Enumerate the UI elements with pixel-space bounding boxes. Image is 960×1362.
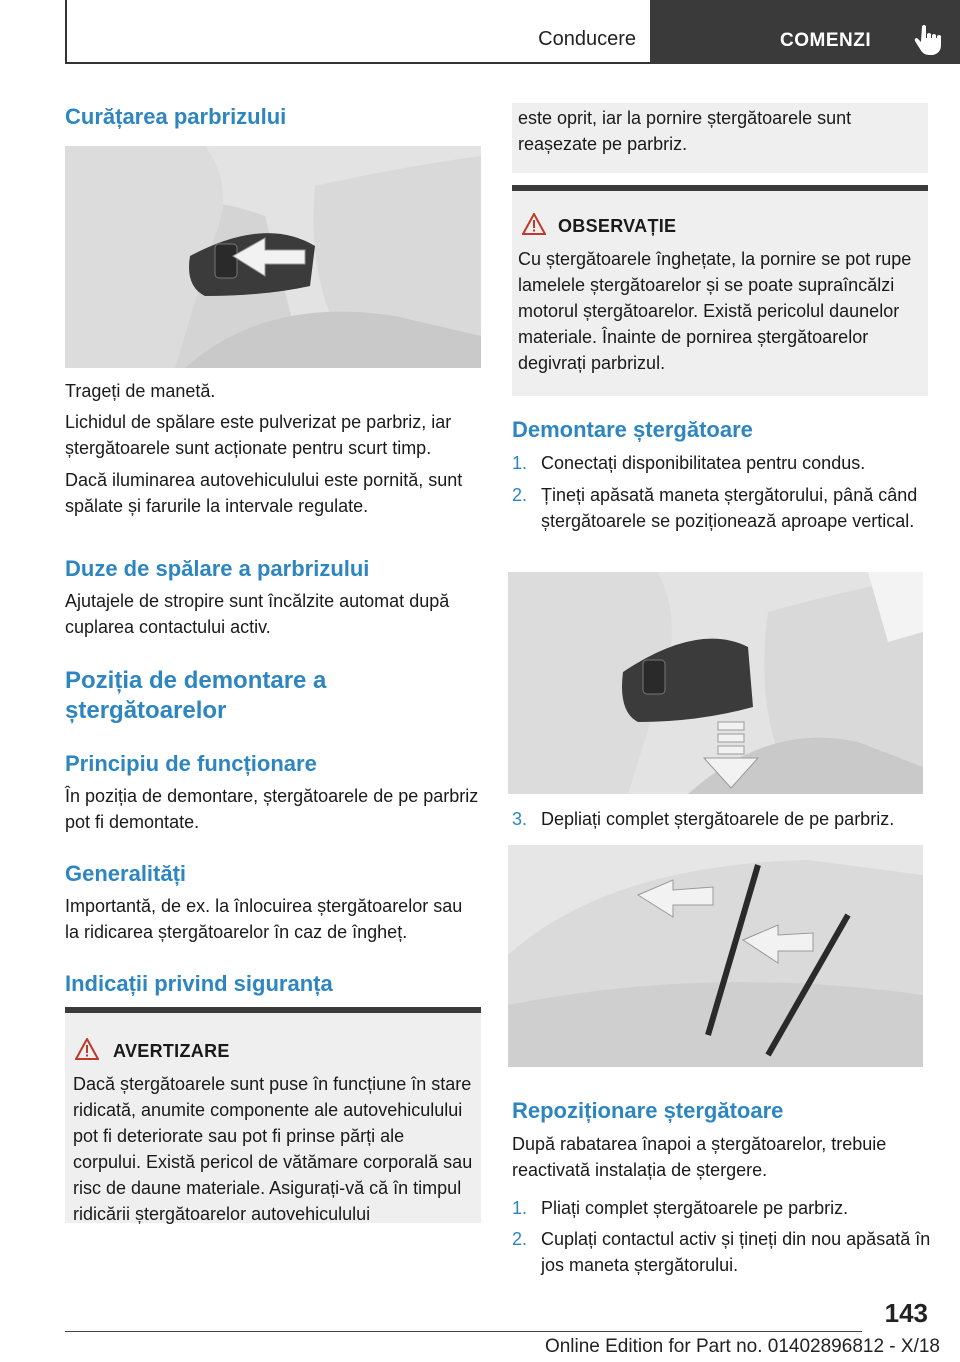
step-number: 1. — [512, 453, 528, 473]
list-item — [512, 806, 928, 832]
list-item — [512, 1226, 931, 1278]
list-item — [512, 1195, 928, 1221]
text-continuation: este oprit, iar la pornire ștergătoarele sunt reașezate pe parbriz. — [518, 108, 852, 154]
step-text: Cuplați contactul activ și țineți din nou apăsată în jos maneta ștergătorului. — [541, 1229, 931, 1275]
heading-pozitia-line2: ștergătoarelor — [65, 697, 227, 724]
heading-generalitati: Generalități — [65, 861, 187, 886]
text-daca-iluminarea: Dacă iluminarea autovehiculului este pornită, sunt spălate și farurile la intervale regulate. — [65, 470, 463, 516]
hand-pointer-icon — [912, 24, 942, 56]
text-dupa-rabatarea: După rabatarea înapoi a ștergătoarelor, trebuie reactivată instalația de ștergere. — [512, 1134, 887, 1180]
wiper-lever-press-illustration — [508, 572, 923, 794]
step-text: Conectați disponibilitatea pentru condus. — [541, 453, 866, 473]
wipers-unfolded-illustration — [508, 845, 923, 1067]
figure-wiper-lever-press — [508, 572, 923, 794]
step-number: 2. — [512, 485, 528, 505]
chapter-tab[interactable] — [650, 0, 960, 64]
heading-demontare: Demontare ștergătoare — [512, 417, 753, 442]
warning-triangle-icon — [522, 213, 546, 235]
heading-repozitionare: Repoziționare ștergătoare — [512, 1098, 784, 1123]
note-box — [512, 185, 928, 396]
header-bottom-rule — [65, 62, 650, 64]
figure-wiper-lever-pull — [65, 146, 481, 368]
warning-title: AVERTIZARE — [113, 1041, 230, 1061]
footer-rule — [65, 1331, 862, 1332]
step-text: Depliați complet ștergătoarele de pe parbriz. — [541, 809, 895, 829]
text-principiu: În poziția de demontare, ștergătoarele de pe parbriz pot fi demontate. — [65, 786, 479, 832]
text-ajutajele: Ajutajele de stropire sunt încălzite automat după cuplarea contactului activ. — [65, 591, 450, 637]
step-number: 2. — [512, 1229, 528, 1249]
heading-indicatii: Indicații privind siguranța — [65, 971, 333, 996]
text-lichidul: Lichidul de spălare este pulverizat pe parbriz, iar ștergătoarele sunt acționate pentru scurt timp. — [65, 412, 452, 458]
list-item — [512, 482, 928, 560]
heading-duze: Duze de spălare a parbrizului — [65, 556, 370, 581]
note-text: Cu ștergătoarele înghețate, la pornire se pot rupe lamelele ștergătoarelor și se poate supraîncălzi motorul ștergătoarelor. Există pericolul daunelor materiale. Înainte de pornirea ștergătoarelor degivrați parbrizul. — [518, 249, 912, 373]
heading-pozitia-line1: Poziția de demontare a — [65, 667, 327, 694]
warning-text: Dacă ștergătoarele sunt puse în funcțiune în stare ridicată, anumite componente ale autovehiculului pot fi deteriorate sau pot fi prinse părți ale corpului. Există pericol de vătămare corporală sau risc de daune materiale. Asigurați-vă că în timpul ridicării ștergătoarelor autovehiculului — [73, 1074, 473, 1224]
footer-edition: Online Edition for Part no. 01402896812 - X/18 — [544, 1336, 940, 1357]
text-trageti: Trageți de manetă. — [65, 381, 216, 401]
warning-triangle-icon — [75, 1038, 99, 1060]
step-text: Țineți apăsată maneta ștergătorului, până când ștergătoarele se poziționează aproape vertical. — [541, 485, 918, 531]
text-generalitati: Importantă, de ex. la înlocuirea ștergătoarelor sau la ridicarea ștergătoarelor în caz de îngheț. — [65, 896, 463, 942]
wiper-lever-illustration — [65, 146, 481, 368]
note-title: OBSERVAȚIE — [558, 216, 677, 236]
step-number: 3. — [512, 809, 528, 829]
page-number: 143 — [884, 1298, 928, 1328]
warning-box — [65, 1007, 481, 1223]
list-item — [512, 450, 928, 476]
warning-continuation-box — [512, 103, 928, 173]
heading-principiu: Principiu de funcționare — [65, 751, 317, 776]
step-number: 1. — [512, 1198, 528, 1218]
header-left-rule — [65, 0, 67, 64]
header-section-title: Conducere — [538, 28, 636, 50]
chapter-tab-label: COMENZI — [780, 30, 872, 51]
figure-wipers-unfolded — [508, 845, 923, 1067]
step-text: Pliați complet ștergătoarele pe parbriz. — [541, 1198, 849, 1218]
heading-curatarea: Curățarea parbrizului — [65, 104, 287, 129]
